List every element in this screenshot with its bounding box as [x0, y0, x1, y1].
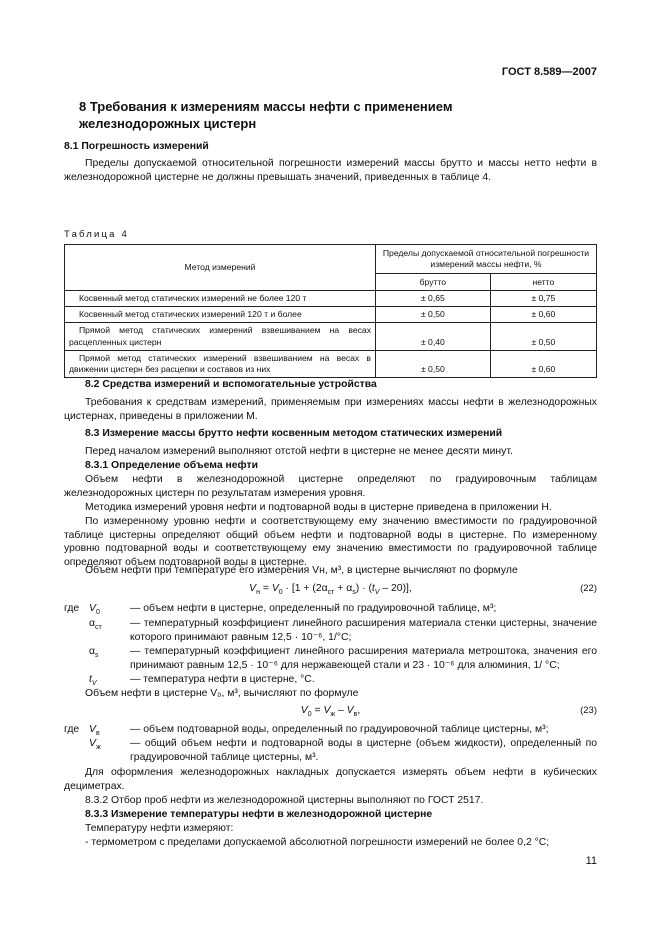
row-method: Косвенный метод статических измерений 120 т и более [65, 307, 376, 323]
where-label: где [64, 603, 80, 614]
definition-text: — температура нефти в цистерне, °С. [130, 674, 315, 685]
col-limits-header: Пределы допускаемой относительной погрешности измерений массы нефти, % [376, 245, 597, 274]
paragraph-7: Температуру нефти измеряют: [85, 823, 234, 834]
symbol-v0: $V_0$ [89, 603, 100, 617]
section-8-1-text: Пределы допускаемой относительной погрешности измерений массы брутто и массы нетто нефти в железнодорожной цистерне не должны превышать значений, приведенных в таблице 4. [64, 158, 597, 183]
table-row [65, 291, 597, 307]
symbol-tv: $t_V$ [89, 674, 97, 688]
paragraph-3: По измеренному уровню нефти и соответствующему ему значению вместимости по градуировочной таблице цистерны определяют общий объем нефти и подтоварной воды в цистерне. По измеренному уровню подтоварной воды и соответствующему ему значению вместимости по градуировочной таблице определяют объем подтоварной воды в цистерне. [64, 516, 597, 568]
definition-tv [64, 673, 597, 687]
equation-number-22: (22) [580, 583, 597, 594]
row-net: ± 0,60 [490, 350, 596, 377]
row-method: Прямой метод статических измерений взвешиванием на весах расцепленных цистерн [65, 323, 376, 350]
col-method-header: Метод измерений [65, 245, 376, 291]
definition-text: — температурный коэффициент линейного расширения материала стенки цистерны, значение которого принимают равным 12,5 · 10⁻⁶, 1/°С; [130, 618, 597, 643]
symbol-vzh: $V_ж$ [89, 738, 101, 752]
section-8-3-2: 8.3.2 Отбор проб нефти из железнодорожной цистерны выполняют по ГОСТ 2517. [85, 795, 484, 806]
formula-22-expression: $V_н = V_0 \cdot [1 + (2\alpha_{ст} + \alpha_s) \cdot (t_V - 20)]$, [249, 583, 412, 597]
section-8-2-text: Требования к средствам измерений, применяемым при измерениях массы нефти в железнодорожных цистернах, приведены в приложении М. [64, 397, 597, 422]
col-net-header: нетто [490, 274, 596, 291]
page-number: 11 [585, 855, 597, 867]
definition-vzh [64, 737, 597, 765]
table-row [65, 323, 597, 350]
paragraph-2: Методика измерений уровня нефти и подтоварной воды в цистерне приведена в приложении Н. [85, 502, 552, 513]
table-label: Таблица 4 [64, 229, 129, 240]
equation-number-23: (23) [580, 705, 597, 716]
definition-text: — объем подтоварной воды, определенный по градуировочной таблице цистерны, м³; [130, 724, 549, 735]
row-net: ± 0,60 [490, 307, 596, 323]
paragraph-4: Объем нефти при температуре его измерения Vн, м³, в цистерне вычисляют по формуле [85, 565, 518, 576]
section-8-3-3-title: 8.3.3 Измерение температуры нефти в железнодорожной цистерне [85, 809, 433, 820]
section-8-3-title: 8.3 Измерение массы брутто нефти косвенным методом статических измерений [85, 428, 503, 439]
paragraph-1: Объем нефти в железнодорожной цистерне определяют по градуировочным таблицам железнодорожных цистерн по результатам измерения уровня. [64, 474, 597, 499]
table-row [65, 350, 597, 377]
col-gross-header: брутто [376, 274, 491, 291]
section-8-title: 8 Требования к измерениям массы нефти с применением железнодорожных цистерн [79, 99, 453, 131]
definition-alpha-st [64, 617, 597, 645]
standard-number: ГОСТ 8.589—2007 [501, 66, 597, 78]
paragraph-6: Для оформления железнодорожных накладных допускается измерять объем нефти в кубических дециметрах. [64, 767, 597, 792]
formula-23-expression: $V_0 = V_ж - V_в$, [300, 705, 361, 719]
where-label: где [64, 724, 80, 735]
row-net: ± 0,50 [490, 323, 596, 350]
definition-text: — общий объем нефти и подтоварной воды в цистерне (объем жидкости), определенный по градуировочной таблице цистерны, м³. [130, 738, 597, 763]
section-8-3-1-title: 8.3.1 Определение объема нефти [85, 460, 258, 471]
symbol-vv: $V_в$ [89, 724, 100, 738]
definition-alpha-s [64, 645, 597, 673]
row-net: ± 0,75 [490, 291, 596, 307]
symbol-alpha-st: $\alpha_{ст}$ [89, 618, 102, 632]
row-gross: ± 0,65 [376, 291, 491, 307]
table-row [65, 307, 597, 323]
row-method: Косвенный метод статических измерений не более 120 т [65, 291, 376, 307]
formula-22 [64, 582, 597, 596]
paragraph-5: Объем нефти в цистерне V₀, м³, вычисляют по формуле [85, 688, 359, 699]
row-gross: ± 0,50 [376, 350, 491, 377]
table-4 [64, 244, 597, 378]
section-8-2-title: 8.2 Средства измерений и вспомогательные устройства [85, 379, 377, 390]
section-8-3-text: Перед началом измерений выполняют отстой нефти в цистерне не менее десяти минут. [85, 446, 513, 457]
paragraph-8: - термометром с пределами допускаемой абсолютной погрешности измерений не более 0,2 °С; [85, 837, 550, 848]
definition-v0 [64, 602, 597, 616]
row-gross: ± 0,40 [376, 323, 491, 350]
row-gross: ± 0,50 [376, 307, 491, 323]
symbol-alpha-s: $\alpha_s$ [89, 646, 99, 660]
row-method: Прямой метод статических измерений взвешиванием на весах в движении цистерн без расцепки и составов из них [65, 350, 376, 377]
section-8-1-title: 8.1 Погрешность измерений [64, 141, 209, 152]
definition-text: — объем нефти в цистерне, определенный по градуировочной таблице, м³; [130, 603, 497, 614]
definition-vv [64, 723, 597, 737]
formula-23 [64, 704, 597, 718]
definition-text: — температурный коэффициент линейного расширения материала метроштока, значения его принимают равным 12,5 · 10⁻⁶ для нержавеющей стали и 23 · 10⁻⁶ для алюминия, 1/ °С; [130, 646, 597, 671]
